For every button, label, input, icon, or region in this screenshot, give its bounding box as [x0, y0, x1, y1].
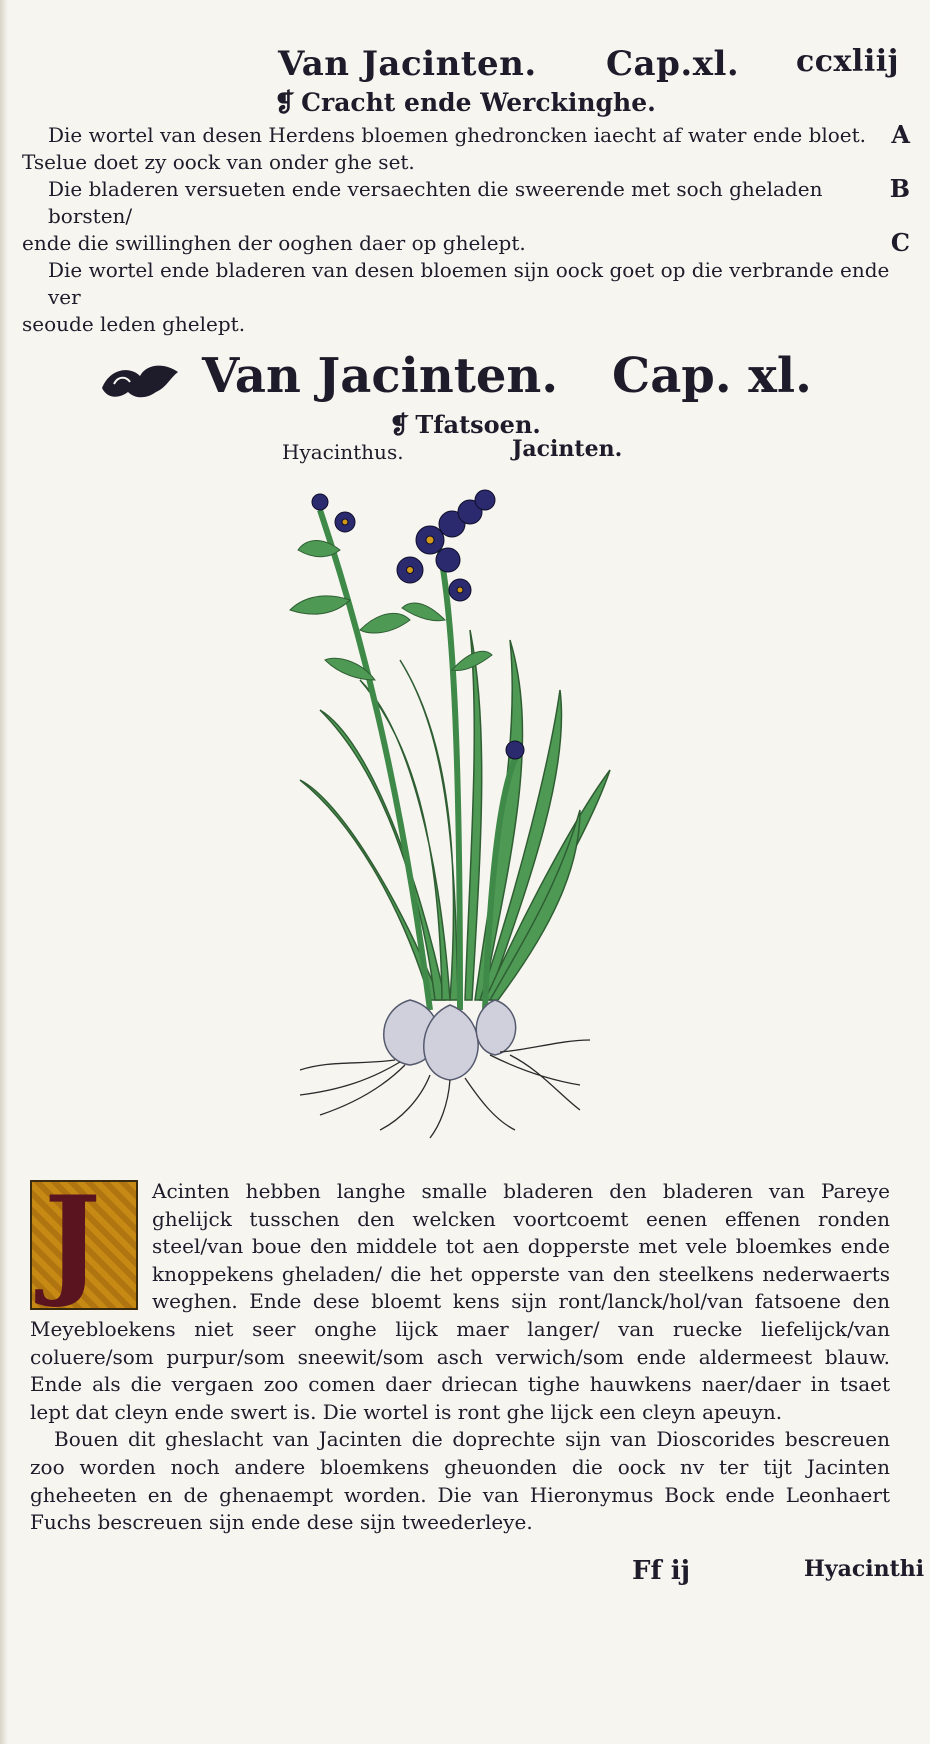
margin-letter-c: C: [890, 228, 910, 257]
chapter-title: Van Jacinten.: [202, 348, 559, 404]
chapter-heading: [0, 348, 930, 408]
virtue-line: ende die swillinghen der ooghen daer op ghelept.: [22, 231, 526, 255]
virtue-line: Die wortel van desen Herdens bloemen ghedroncken iaecht af water ende bloet.: [48, 123, 867, 147]
stems: [320, 510, 520, 1010]
dutch-plant-name: Jacinten.: [512, 436, 623, 462]
catchword: Hyacinthi: [804, 1556, 925, 1582]
fleuron-icon: [100, 358, 180, 404]
virtues-text: [22, 122, 902, 338]
section-heading: [0, 410, 930, 439]
margin-letter-a: A: [891, 120, 910, 149]
virtue-line: Die wortel ende bladeren van desen bloemen sijn oock goet op die verbrande ende ver: [48, 258, 890, 309]
signature-mark: Ff ij: [632, 1556, 690, 1586]
small-leaves: [290, 541, 492, 680]
hyacinth-illustration: [280, 480, 660, 1140]
initial-letter: J: [44, 1170, 101, 1311]
page-gutter-shadow: [0, 0, 8, 1744]
virtue-line: Die bladeren versueten ende versaechten die sweerende met soch gheladen borsten/: [48, 177, 823, 228]
body-paragraph: Bouen dit gheslacht van Jacinten die doprechte sijn van Dioscorides bescreuen zoo worden noch andere bloemkens gheuonden die oock nv ter tijt Jacinten gheheeten en de ghenaempt worden. Die van Hieronymus Bock ende Leonhaert Fuchs bescreuen sijn ende dese sijn tweederleye.: [30, 1427, 890, 1535]
chapter-number: Cap. xl.: [612, 348, 812, 404]
decorated-initial: [30, 1170, 138, 1311]
margin-letter-b: B: [889, 174, 910, 203]
body-paragraph: Acinten hebben langhe smalle bladeren den bladeren van Pareye ghelijck tusschen den welcken voortcoemt eenen effenen ronden steel/van boue den middele tot aen dopperste met vele bloemkes ende knoppekens gheladen/ die het opperste van den steelkens nederwaerts weghen. Ende dese bloemt kens sijn ront/lanck/hol/van fatsoene den Meyebloekens niet seer onghe lijck maer langer/ van ruecke liefelijck/van coluere/som purpur/som sneewit/som asch verwich/som ende aldermeest blauw. Ende als die vergaen zoo comen daer driecan tighe hauwkens naer/daer in tsaet lept dat cleyn ende swert is. Die wortel is ront ghe lijck een cleyn apeuyn.: [30, 1179, 890, 1424]
virtues-heading: [0, 88, 930, 117]
main-description: [30, 1170, 890, 1537]
virtue-line: Tselue doet zy oock van onder ghe set.: [22, 150, 415, 174]
latin-plant-name: Hyacinthus.: [282, 440, 404, 464]
folio-number: ccxliij: [796, 44, 899, 79]
section-heading-text: Tfatsoen.: [415, 410, 541, 439]
bulbs: [384, 1000, 516, 1080]
flowers: [312, 490, 524, 759]
running-chapter: Cap.xl.: [606, 44, 740, 84]
virtues-heading-text: Cracht ende Werckinghe.: [301, 88, 656, 117]
virtue-line: seoude leden ghelept.: [22, 312, 246, 336]
pilcrow-icon: ❡: [274, 88, 296, 117]
running-head: [0, 44, 930, 88]
running-title: Van Jacinten.: [278, 44, 537, 84]
pilcrow-icon: ❡: [389, 410, 410, 439]
